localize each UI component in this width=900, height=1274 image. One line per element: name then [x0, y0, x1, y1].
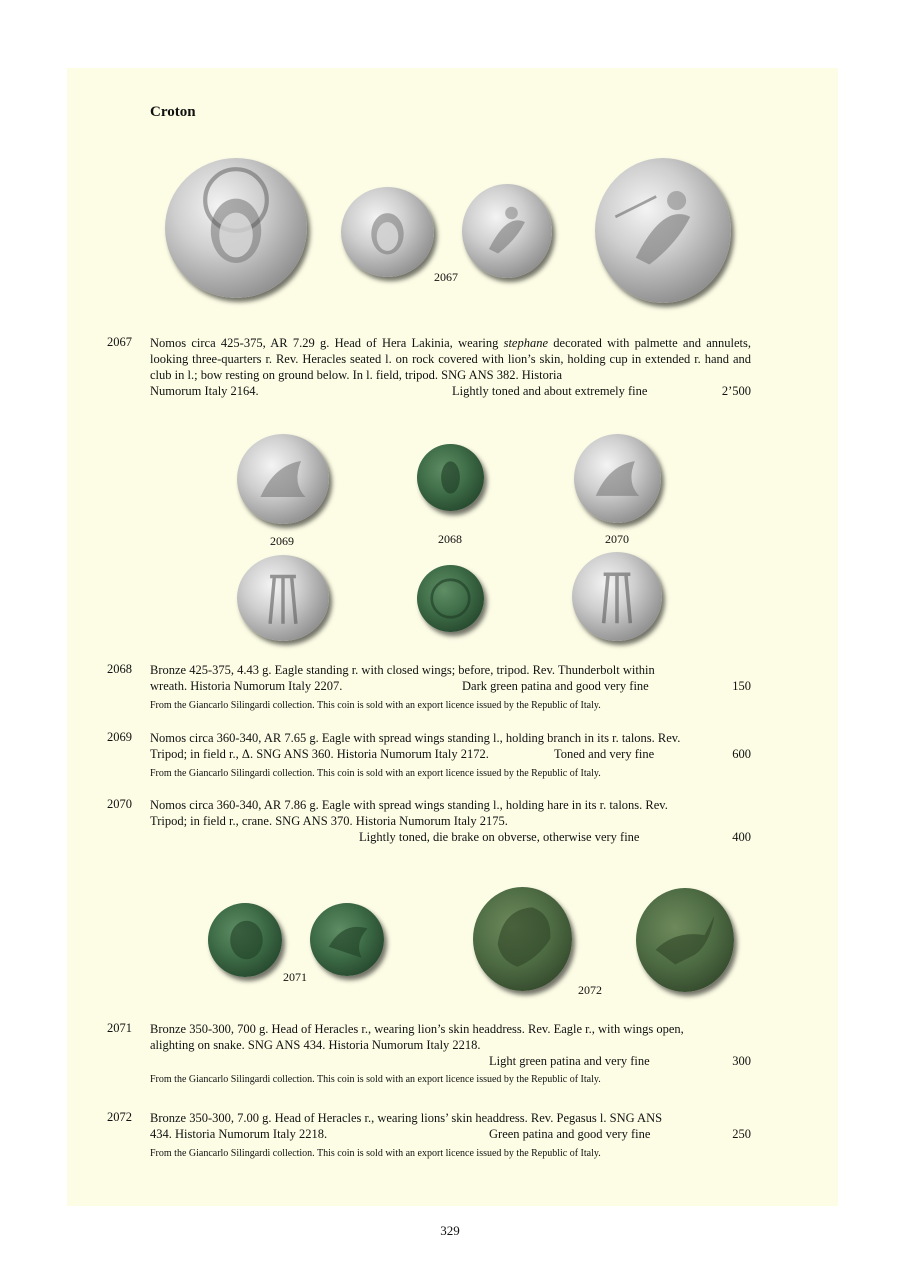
lot-number-2070: 2070: [107, 797, 132, 811]
lot-2069-last-line: Tripod; in field r., Δ. SNG ANS 360. Historia Numorum Italy 2172.: [150, 747, 489, 761]
lot-2069-text: Nomos circa 360-340, AR 7.65 g. Eagle with spread wings standing l., holding branch in its r. talons. Rev.: [150, 731, 681, 745]
coin-2068-obverse: [417, 444, 484, 511]
coin-2072-obverse: [473, 887, 572, 991]
lot-2067-price: 2’500: [721, 384, 751, 398]
lot-number-2067: 2067: [107, 335, 132, 349]
lot-2067-text-a: Nomos circa 425-375, AR 7.29 g. Head of Hera Lakinia, wearing: [150, 336, 504, 350]
plate-caption-2067: 2067: [434, 270, 458, 284]
coin-2072-reverse: [636, 888, 734, 992]
coin-2067-reverse: [462, 184, 552, 278]
lot-2070-text: Nomos circa 360-340, AR 7.86 g. Eagle with spread wings standing l., holding hare in its r. talons. Rev.: [150, 798, 668, 812]
lot-2071-price: 300: [732, 1054, 751, 1068]
lot-2072-last-line: 434. Historia Numorum Italy 2218.: [150, 1127, 328, 1141]
coin-2068-reverse: [417, 565, 484, 632]
lot-2068-provenance: From the Giancarlo Silingardi collection. This coin is sold with an export licence issued by the Republic of Italy.: [150, 700, 601, 711]
lot-2070-grade: Lightly toned, die brake on obverse, otherwise very fine: [359, 830, 640, 844]
lot-2067-text-b: decorated with palmette and annulets, looking three-quarters r. Rev. Heracles seated l. on rock covered with lion’s skin, holding cup in extended r. hand and club in l.; bow resting on ground below. In l. field, tripod. SNG ANS 382. Historia: [150, 336, 751, 382]
lot-2069-provenance: From the Giancarlo Silingardi collection. This coin is sold with an export licence issued by the Republic of Italy.: [150, 768, 601, 779]
plate-caption-2071: 2071: [283, 970, 307, 984]
lot-2072-provenance: From the Giancarlo Silingardi collection. This coin is sold with an export licence issued by the Republic of Italy.: [150, 1148, 601, 1159]
plate-caption-2070: 2070: [605, 532, 629, 546]
coin-2071-reverse: [310, 903, 384, 976]
lot-number-2072: 2072: [107, 1110, 132, 1124]
lot-2071-line2: alighting on snake. SNG ANS 434. Historia Numorum Italy 2218.: [150, 1038, 481, 1052]
lot-2068-grade: Dark green patina and good very fine: [462, 679, 649, 693]
lot-2068-text: Bronze 425-375, 4.43 g. Eagle standing r. with closed wings; before, tripod. Rev. Thunderbolt within: [150, 663, 655, 677]
plate-caption-2068: 2068: [438, 532, 462, 546]
page-number: 329: [440, 1223, 460, 1238]
lot-2068-price: 150: [732, 679, 751, 693]
lot-2071-text: Bronze 350-300, 700 g. Head of Heracles r., wearing lion’s skin headdress. Rev. Eagle r., with wings open,: [150, 1022, 684, 1036]
lot-2070-line2: Tripod; in field r., crane. SNG ANS 370. Historia Numorum Italy 2175.: [150, 814, 508, 828]
coin-2069-reverse: [237, 555, 329, 641]
lot-number-2068: 2068: [107, 662, 132, 676]
lot-2071-grade: Light green patina and very fine: [489, 1054, 650, 1068]
lot-description-2069: [150, 730, 751, 762]
lot-description-2068: [150, 662, 751, 694]
lot-number-2069: 2069: [107, 730, 132, 744]
lot-2069-grade: Toned and very fine: [554, 747, 655, 761]
lot-2067-grade: Lightly toned and about extremely fine: [452, 384, 648, 398]
lot-2072-text: Bronze 350-300, 7.00 g. Head of Heracles r., wearing lions’ skin headdress. Rev. Pegasus l. SNG ANS: [150, 1111, 663, 1125]
lot-2071-provenance: From the Giancarlo Silingardi collection. This coin is sold with an export licence issued by the Republic of Italy.: [150, 1074, 601, 1085]
lot-number-2071: 2071: [107, 1021, 132, 1035]
coin-2067-reverse-enlarged: [595, 158, 731, 303]
lot-2068-last-line: wreath. Historia Numorum Italy 2207.: [150, 679, 343, 693]
coin-2067-obverse: [341, 187, 434, 277]
lot-2072-grade: Green patina and good very fine: [489, 1127, 651, 1141]
coin-2070-obverse: [574, 434, 661, 523]
lot-description-2071: [150, 1021, 751, 1069]
lot-2067-italic: stephane: [503, 336, 549, 350]
plate-caption-2072: 2072: [578, 983, 602, 997]
section-title: Croton: [150, 104, 196, 120]
lot-description-2070: [150, 797, 751, 845]
coin-2071-obverse: [208, 903, 282, 977]
lot-2070-price: 400: [732, 830, 751, 844]
coin-2070-reverse: [572, 552, 662, 641]
coin-2067-obverse-enlarged: [165, 158, 307, 298]
lot-description-2067: [150, 335, 751, 399]
lot-2072-price: 250: [732, 1127, 751, 1141]
plate-caption-2069: 2069: [270, 534, 294, 548]
coin-2069-obverse: [237, 434, 329, 524]
lot-description-2072: [150, 1110, 751, 1142]
lot-2069-price: 600: [732, 747, 751, 761]
lot-2067-last-line: Numorum Italy 2164.: [150, 384, 259, 398]
